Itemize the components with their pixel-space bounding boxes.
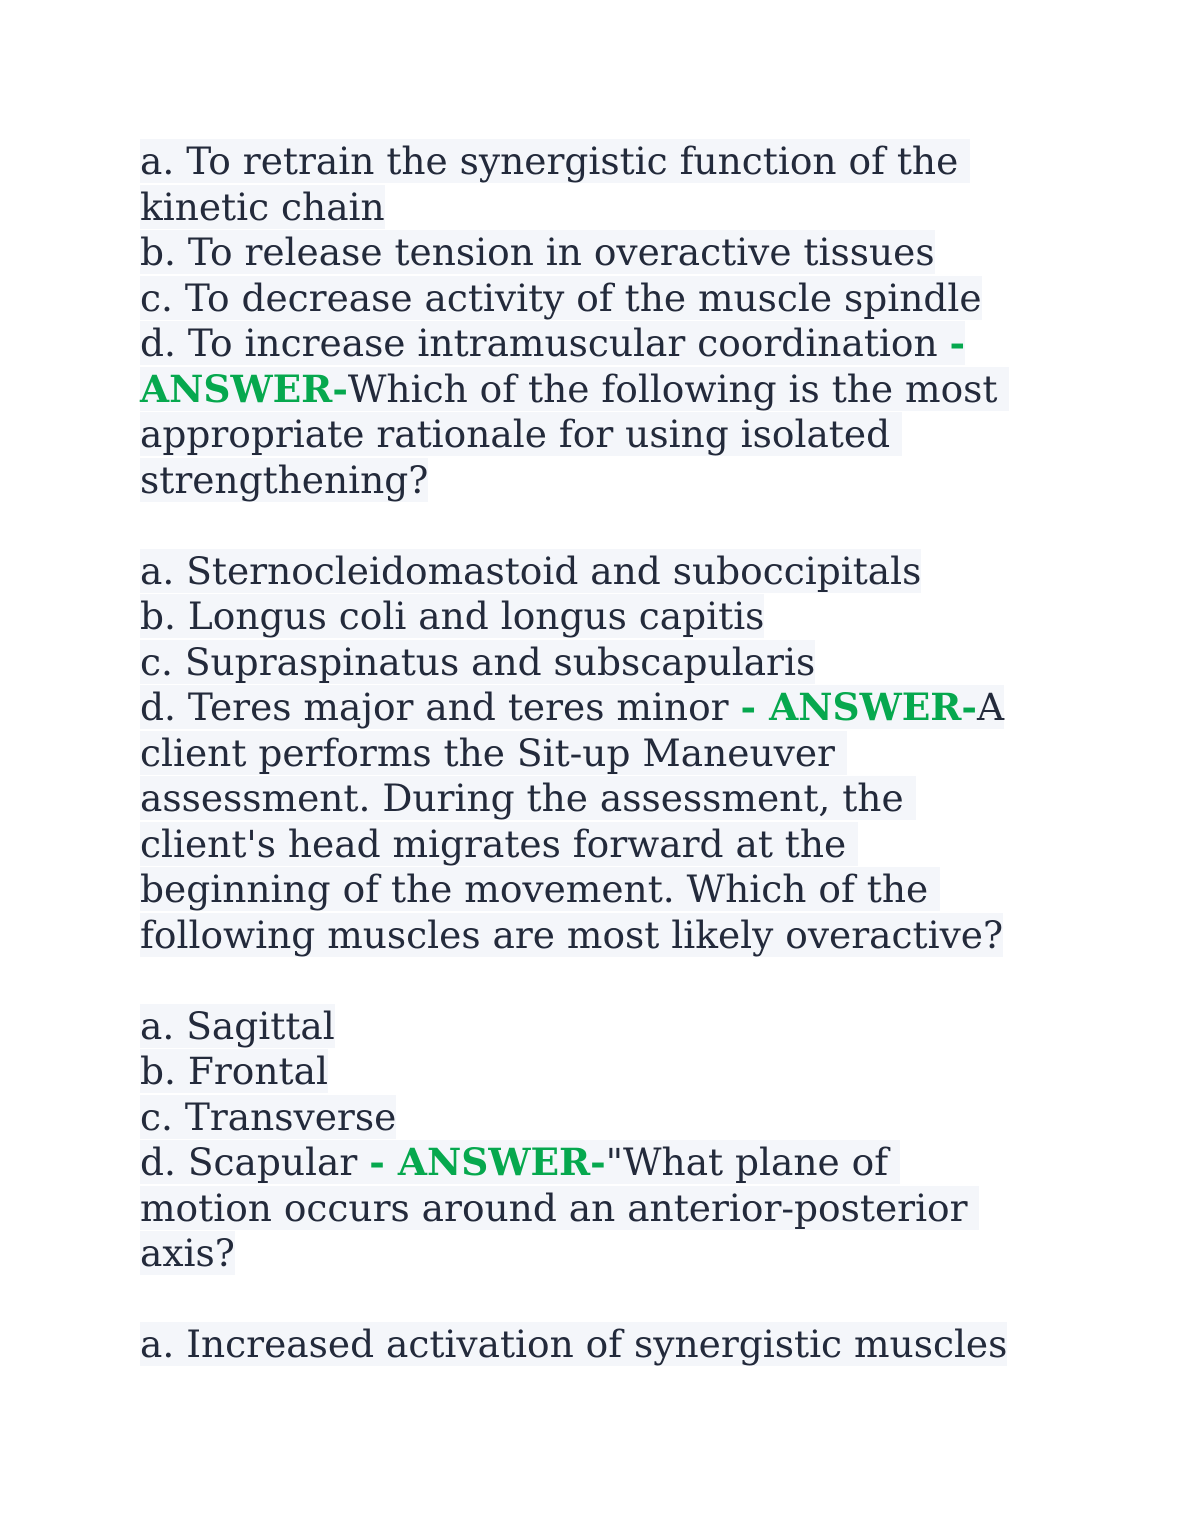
paragraph-gap (140, 958, 1050, 1004)
text-line (140, 412, 1050, 458)
line-highlight (140, 913, 1003, 957)
answer-marker: - ANSWER- (740, 685, 977, 729)
line-highlight (140, 412, 902, 456)
text-line (140, 549, 1050, 595)
text-line (140, 1322, 1050, 1368)
answer-marker: - ANSWER- (369, 1140, 606, 1184)
text-segment: axis? (140, 1231, 235, 1275)
line-highlight (140, 367, 1009, 411)
text-segment: client's head migrates forward at the (140, 821, 859, 866)
text-line (140, 1231, 1050, 1277)
text-line (140, 685, 1050, 731)
line-highlight (140, 139, 970, 183)
text-line (140, 139, 1050, 185)
line-highlight (140, 321, 965, 365)
line-highlight (140, 1004, 335, 1048)
text-segment: motion occurs around an anterior-posterior (140, 1185, 980, 1230)
text-line (140, 1095, 1050, 1141)
text-line (140, 822, 1050, 868)
text-segment: d. Teres major and teres minor (140, 685, 741, 729)
line-highlight (140, 185, 385, 229)
text-segment: following muscles are most likely overactive? (140, 912, 1004, 957)
question-block (140, 1004, 1050, 1277)
text-segment: a. Increased activation of synergistic muscles (140, 1322, 1008, 1366)
text-segment: client performs the Sit-up Maneuver (140, 730, 847, 775)
line-highlight (140, 276, 982, 320)
text-segment: appropriate rationale for using isolated (140, 412, 902, 456)
line-highlight (140, 458, 428, 502)
line-highlight (140, 1231, 235, 1275)
text-segment: b. To release tension in overactive tissues (140, 230, 935, 274)
text-line (140, 276, 1050, 322)
text-segment: beginning of the movement. Which of the (140, 867, 941, 911)
text-line (140, 1140, 1050, 1186)
text-segment: d. Scapular (140, 1140, 370, 1184)
text-segment: A (977, 685, 1005, 729)
text-line (140, 913, 1050, 959)
text-segment: Which of the following is the most (347, 366, 1010, 411)
line-highlight (140, 230, 935, 274)
question-block (140, 1322, 1050, 1368)
line-highlight (140, 1095, 396, 1139)
text-segment: a. Sagittal (140, 1003, 335, 1048)
text-segment: c. Transverse (140, 1094, 397, 1139)
text-line (140, 458, 1050, 504)
text-segment: b. Longus coli and longus capitis (140, 594, 765, 638)
line-highlight (140, 1322, 1007, 1366)
paragraph-gap (140, 1277, 1050, 1323)
text-line (140, 185, 1050, 231)
text-line (140, 230, 1050, 276)
line-highlight (140, 867, 940, 911)
text-segment: d. To increase intramuscular coordination (140, 321, 950, 365)
text-line (140, 1004, 1050, 1050)
text-segment: a. Sternocleidomastoid and suboccipitals (140, 548, 922, 593)
text-line (140, 594, 1050, 640)
line-highlight (140, 685, 1004, 729)
question-block (140, 139, 1050, 503)
text-line (140, 640, 1050, 686)
text-line (140, 731, 1050, 777)
text-segment: "What plane of (605, 1140, 901, 1184)
text-line (140, 867, 1050, 913)
text-segment: strengthening? (140, 457, 429, 502)
line-highlight (140, 640, 815, 684)
text-segment: kinetic chain (140, 184, 385, 229)
text-line (140, 321, 1050, 367)
line-highlight (140, 1049, 328, 1093)
answer-marker: - (949, 321, 966, 365)
text-segment: c. To decrease activity of the muscle spindle (140, 275, 982, 320)
line-highlight (140, 822, 858, 866)
line-highlight (140, 594, 764, 638)
text-line (140, 1186, 1050, 1232)
question-block (140, 549, 1050, 959)
text-line (140, 776, 1050, 822)
text-line (140, 1049, 1050, 1095)
text-segment: assessment. During the assessment, the (140, 776, 916, 820)
paragraph-gap (140, 503, 1050, 549)
text-line (140, 367, 1050, 413)
line-highlight (140, 549, 921, 593)
line-highlight (140, 731, 847, 775)
text-segment: c. Supraspinatus and subscapularis (140, 639, 816, 684)
question-text-body (140, 139, 1050, 1368)
text-segment: b. Frontal (140, 1049, 328, 1093)
line-highlight (140, 1140, 900, 1184)
line-highlight (140, 1186, 979, 1230)
answer-marker: ANSWER- (140, 366, 348, 411)
line-highlight (140, 776, 916, 820)
text-segment: a. To retrain the synergistic function of the (140, 139, 971, 183)
